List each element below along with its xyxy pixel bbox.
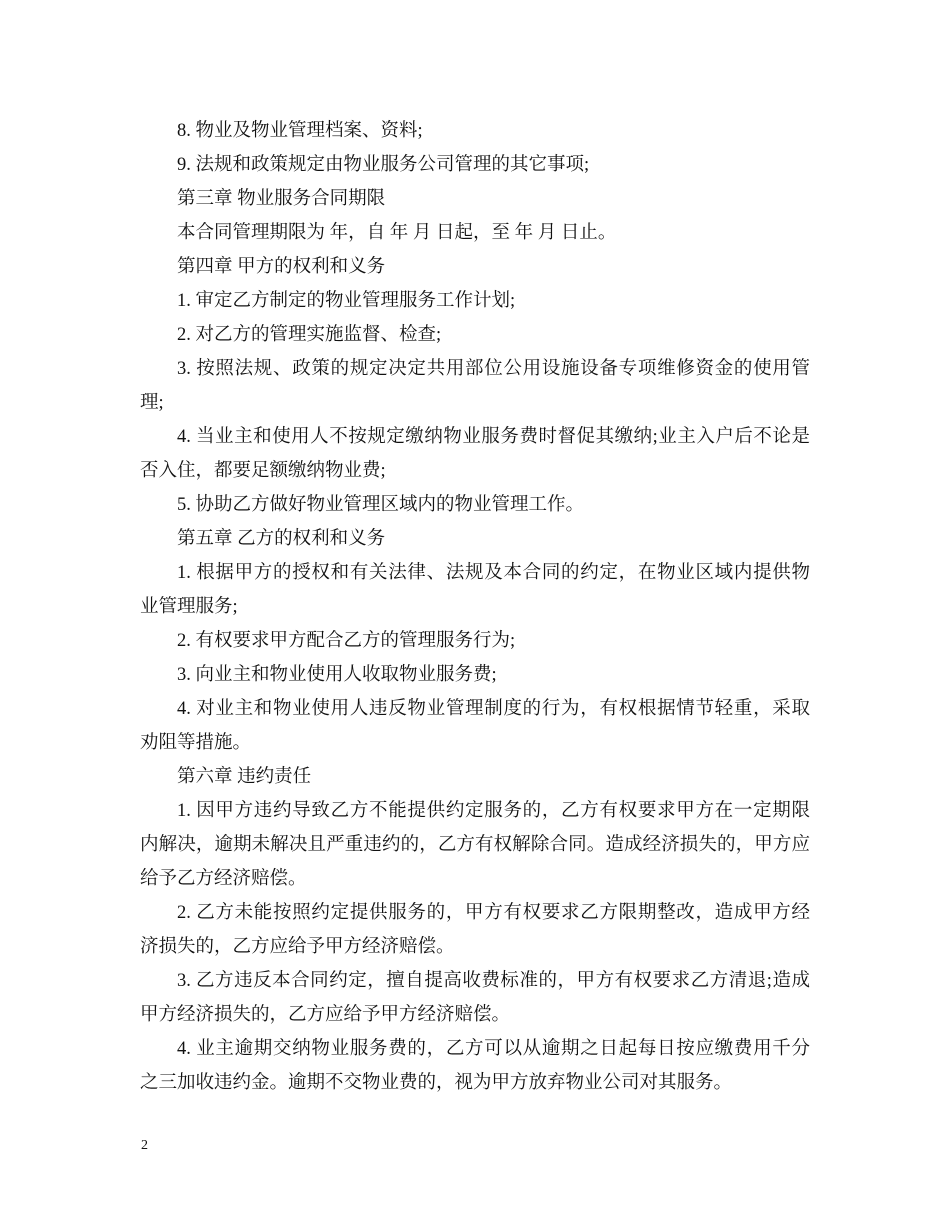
list-item (140, 624, 810, 658)
paragraph-line: 4. 对业主和物业使用人违反物业管理制度的行为，有权根据情节轻重，采取 (177, 699, 810, 719)
list-item (140, 1032, 810, 1100)
chapter-heading (140, 250, 810, 284)
paragraph-line: 否入住，都要足额缴纳物业费; (140, 461, 386, 481)
list-item (140, 692, 810, 760)
paragraph-line: 3. 向业主和物业使用人收取物业服务费; (177, 665, 497, 685)
paragraph-line: 给予乙方经济赔偿。 (140, 869, 307, 889)
paragraph-line: 1. 审定乙方制定的物业管理服务工作计划; (177, 291, 516, 311)
list-item (140, 352, 810, 420)
list-item (140, 488, 810, 522)
list-item (140, 556, 810, 624)
list-item (140, 284, 810, 318)
list-item (140, 794, 810, 896)
paragraph-line: 8. 物业及物业管理档案、资料; (177, 121, 423, 141)
chapter-heading (140, 522, 810, 556)
list-item (140, 964, 810, 1032)
paragraph-line: 劝阻等措施。 (140, 733, 252, 753)
list-item (140, 318, 810, 352)
paragraph-line: 2. 对乙方的管理实施监督、检查; (177, 325, 442, 345)
paragraph-line: 济损失的，乙方应给予甲方经济赔偿。 (140, 937, 455, 957)
list-item (140, 896, 810, 964)
paragraph-line: 4. 业主逾期交纳物业服务费的，乙方可以从逾期之日起每日按应缴费用千分 (177, 1039, 810, 1059)
list-item (140, 114, 810, 148)
paragraph-line: 9. 法规和政策规定由物业服务公司管理的其它事项; (177, 155, 590, 175)
paragraph-line: 5. 协助乙方做好物业管理区域内的物业管理工作。 (177, 495, 585, 515)
heading-line: 第四章 甲方的权利和义务 (177, 257, 386, 277)
paragraph-line: 理; (140, 393, 164, 413)
heading-line: 第六章 违约责任 (177, 767, 312, 787)
page-number: 2 (141, 1138, 148, 1153)
chapter-heading (140, 182, 810, 216)
list-item (140, 420, 810, 488)
paragraph-line: 之三加收违约金。逾期不交物业费的，视为甲方放弃物业公司对其服务。 (140, 1073, 733, 1093)
heading-line: 第五章 乙方的权利和义务 (177, 529, 386, 549)
heading-line: 第三章 物业服务合同期限 (177, 189, 386, 209)
paragraph-line: 3. 乙方违反本合同约定，擅自提高收费标准的，甲方有权要求乙方清退;造成 (177, 971, 810, 991)
paragraph-line: 1. 根据甲方的授权和有关法律、法规及本合同的约定，在物业区域内提供物 (177, 563, 810, 583)
paragraph-line: 1. 因甲方违约导致乙方不能提供约定服务的，乙方有权要求甲方在一定期限 (177, 801, 810, 821)
paragraph-line: 2. 有权要求甲方配合乙方的管理服务行为; (177, 631, 516, 651)
list-item (140, 658, 810, 692)
paragraph-line: 内解决，逾期未解决且严重违约的，乙方有权解除合同。造成经济损失的，甲方应 (140, 835, 810, 855)
paragraph-line: 业管理服务; (140, 597, 238, 617)
document-body (140, 114, 810, 1100)
paragraph-line: 本合同管理期限为 年，自 年 月 日起，至 年 月 日止。 (177, 223, 617, 243)
paragraph (140, 216, 810, 250)
paragraph-line: 3. 按照法规、政策的规定决定共用部位公用设施设备专项维修资金的使用管 (177, 359, 810, 379)
list-item (140, 148, 810, 182)
chapter-heading (140, 760, 810, 794)
paragraph-line: 4. 当业主和使用人不按规定缴纳物业服务费时督促其缴纳;业主入户后不论是 (177, 427, 810, 447)
paragraph-line: 甲方经济损失的，乙方应给予甲方经济赔偿。 (140, 1005, 511, 1025)
paragraph-line: 2. 乙方未能按照约定提供服务的，甲方有权要求乙方限期整改，造成甲方经 (177, 903, 810, 923)
